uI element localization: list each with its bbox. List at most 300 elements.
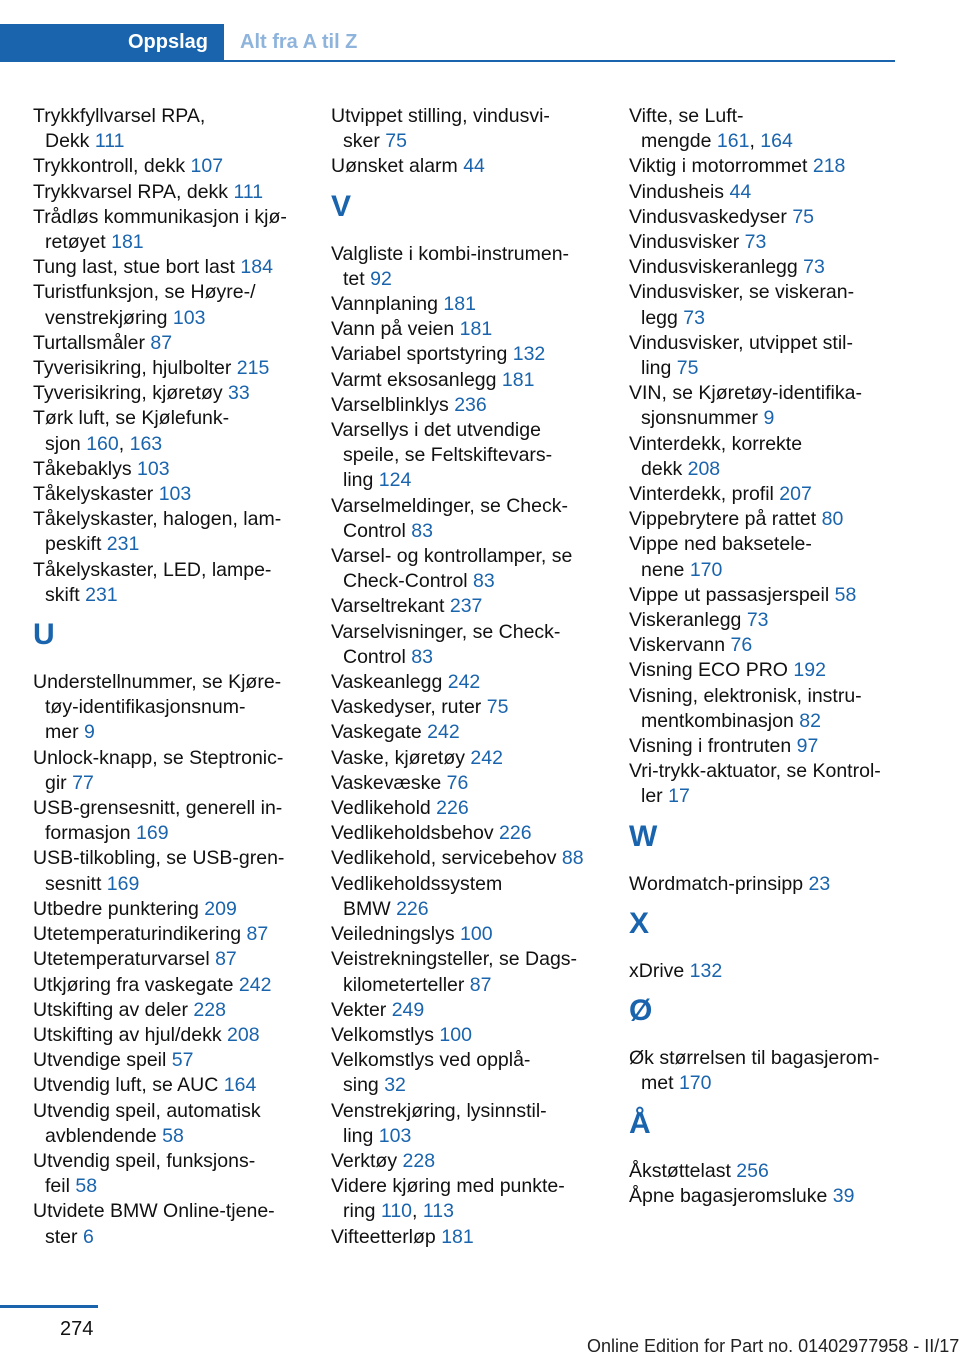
tab-alt-fra-a-til-z[interactable] [224, 24, 895, 62]
page-reference-link[interactable]: 75 [676, 357, 699, 380]
index-entry [629, 331, 899, 381]
page-reference-link[interactable]: 132 [512, 343, 546, 366]
index-entry [629, 280, 899, 330]
index-entry [629, 154, 899, 179]
index-entry-text: Utvendig speil, funksjons‐ [33, 1149, 256, 1172]
page-reference-link[interactable]: 209 [204, 897, 237, 920]
page-reference-link[interactable]: 73 [746, 609, 769, 632]
index-entry [331, 368, 601, 393]
index-column-3 [629, 104, 899, 1209]
index-entry-text: Utetemperaturindikering [33, 923, 247, 946]
page-reference-link[interactable]: 33 [228, 382, 250, 405]
index-entry-text: sesnitt [45, 872, 107, 895]
index-letter-heading: Ø [629, 994, 653, 1028]
index-entry [629, 872, 899, 897]
index-entry-text: Vifte, se Luft‐ [629, 105, 744, 127]
page-reference-link[interactable]: 88 [561, 847, 584, 870]
index-entry-text: Vaske, kjøretøy [331, 746, 471, 769]
page-reference-link[interactable]: 92 [370, 267, 392, 290]
page-reference-link[interactable]: 231 [106, 533, 140, 556]
page-reference-link[interactable]: 237 [449, 595, 483, 618]
index-column-1 [33, 104, 303, 1250]
page-reference-link[interactable]: 218 [812, 155, 846, 178]
index-entry [629, 583, 899, 608]
index-entry-text: Utskifting av hjul/dekk [33, 1023, 228, 1046]
index-entry [331, 821, 601, 846]
page-reference-link[interactable]: 6 [82, 1225, 94, 1248]
index-entry-text: mentkombinasjon [641, 709, 800, 732]
index-entry [331, 998, 601, 1023]
page-reference-link[interactable]: 32 [384, 1074, 406, 1097]
index-entry-text: Utvendige speil [33, 1049, 172, 1072]
page-reference-link[interactable]: 161 [716, 130, 750, 153]
page-reference-link[interactable]: 236 [454, 393, 487, 416]
page-reference-link[interactable]: 181 [501, 368, 535, 391]
index-entry-text: BMW [343, 897, 397, 920]
page-reference-link[interactable]: 228 [402, 1149, 436, 1172]
index-entry-text: Tung last, stue bort last [33, 256, 241, 279]
page-reference-link[interactable]: 87 [469, 973, 492, 996]
page-header [0, 0, 960, 62]
index-entry-text: Vindusvisker [629, 231, 745, 254]
index-entry-text: Vedlikeholdsbehov [331, 822, 500, 845]
index-entry-text: peskift [45, 533, 107, 556]
page-reference-link[interactable]: 132 [689, 959, 723, 982]
page-reference-link[interactable]: 100 [460, 923, 493, 946]
index-entry [331, 746, 601, 771]
index-entry [331, 544, 601, 594]
index-entry-text: Unlock-knapp, se Steptronic- [33, 746, 284, 769]
index-entry-text: Varselmeldinger, se Check- [331, 494, 568, 517]
page-reference-link[interactable]: 231 [85, 583, 118, 606]
index-entry-text: Visning, elektronisk, instru‐ [629, 684, 862, 707]
page-reference-link[interactable]: 103 [172, 306, 206, 329]
index-entry-text: sker [343, 130, 386, 153]
index-entry-text: Varselvisninger, se Check- [331, 620, 561, 643]
index-entry [629, 255, 899, 280]
index-entry-text: Velkomstlys ved opplå‐ [331, 1049, 531, 1072]
index-entry [331, 1048, 601, 1098]
index-entry-text: tøy-identifikasjonsnum‐ [45, 696, 246, 719]
index-entry [629, 608, 899, 633]
index-entry-text: gir [45, 771, 73, 794]
index-entry-text: sing [343, 1074, 385, 1097]
index-entry [33, 998, 303, 1023]
tab-oppslag[interactable] [0, 24, 224, 62]
index-entry-text: Utkjøring fra vaskegate [33, 973, 239, 996]
index-entry [33, 973, 303, 998]
page-reference-link[interactable]: 58 [162, 1124, 184, 1147]
page-reference-link[interactable]: 242 [238, 973, 272, 996]
page-reference-link[interactable]: 58 [75, 1175, 98, 1198]
page-reference-link[interactable]: 73 [683, 306, 705, 329]
page-reference-link[interactable]: 58 [834, 583, 857, 606]
index-entry-text: speile, se Feltskiftevars‐ [343, 444, 553, 467]
page-reference-link[interactable]: 242 [447, 671, 481, 694]
index-entry-text: , [749, 130, 761, 153]
index-letter-heading: W [629, 819, 658, 853]
footer-rule [0, 1305, 98, 1308]
index-entry [629, 381, 899, 431]
index-entry [33, 180, 303, 205]
page-reference-link[interactable]: 9 [763, 407, 775, 430]
index-entry-text: Vindusvaskedyser [629, 205, 793, 228]
index-entry [629, 104, 899, 154]
page-reference-link[interactable]: 181 [443, 293, 476, 316]
page-reference-link[interactable]: 111 [94, 130, 125, 153]
index-entry-text: Viskervann [629, 634, 731, 657]
index-entry-text: Trykkfyllvarsel RPA, [33, 105, 206, 127]
page-reference-link[interactable]: 208 [227, 1023, 260, 1046]
index-entry-text: Vippe ut passasjerspeil [629, 583, 835, 606]
index-entry-text: Vedlikehold [331, 797, 437, 820]
index-entry-text: Vri-trykk-aktuator, se Kontrol‐ [629, 760, 881, 783]
index-entry [33, 947, 303, 972]
index-entry [33, 670, 303, 746]
page-reference-link[interactable]: 73 [744, 231, 767, 254]
index-entry-text: Tåkelyskaster, halogen, lam‐ [33, 508, 282, 531]
index-entry-text: Check-Control [343, 570, 474, 593]
index-entry [629, 180, 899, 205]
index-entry-text: Veiledningslys [331, 923, 460, 946]
index-entry-text: Vaskedyser, ruter [331, 696, 487, 719]
index-entry-text: Vinterdekk, korrekte [629, 432, 803, 455]
index-letter-heading: Å [629, 1106, 651, 1140]
index-entry [33, 507, 303, 557]
index-entry-text: Veistrekningsteller, se Dags‐ [331, 948, 578, 971]
page-reference-link[interactable]: 207 [779, 483, 812, 506]
index-entry-text: Vannplaning [331, 293, 444, 316]
index-entry-text: nene [641, 558, 690, 581]
index-entry [33, 356, 303, 381]
index-entry [33, 406, 303, 456]
index-entry [33, 1073, 303, 1098]
index-entry-text: xDrive [629, 959, 690, 982]
index-entry [629, 658, 899, 683]
index-entry-text: Trykkvarsel RPA, dekk [33, 180, 234, 203]
page-reference-link[interactable]: 110 [380, 1200, 413, 1223]
index-entry-text: Vaskevæske [331, 771, 447, 794]
page-reference-link[interactable]: 75 [486, 696, 509, 719]
index-entry [33, 1149, 303, 1199]
index-entry-text: Vindusvisker, utvippet stil‐ [629, 331, 853, 354]
index-entry [331, 494, 601, 544]
index-entry-text: Utvippet stilling, vindusvi‐ [331, 105, 550, 127]
index-entry-text: Utvendig speil, automatisk [33, 1099, 261, 1122]
index-entry [33, 205, 303, 255]
index-entry-text: Varsel- og kontrollamper, se [331, 545, 573, 568]
page-reference-link[interactable]: 97 [796, 735, 819, 758]
index-entry-text: dekk [641, 457, 688, 480]
index-entry-text: Vinterdekk, profil [629, 483, 780, 506]
page-reference-link[interactable]: 9 [84, 721, 95, 744]
index-entry [33, 846, 303, 896]
page-reference-link[interactable]: 75 [385, 130, 407, 153]
index-entry [331, 342, 601, 367]
index-entry [33, 381, 303, 406]
page-reference-link[interactable]: 256 [736, 1159, 769, 1182]
index-entry-text: Vippebrytere på rattet [629, 508, 822, 531]
page-reference-link[interactable]: 242 [427, 721, 460, 744]
index-entry [331, 594, 601, 619]
index-entry-text: ster [45, 1225, 83, 1248]
page-reference-link[interactable]: 103 [158, 483, 192, 506]
page-reference-link[interactable]: 111 [233, 180, 264, 203]
index-entry-text: Uønsket alarm [331, 155, 464, 178]
page-reference-link[interactable]: 181 [111, 231, 144, 254]
index-entry [33, 1099, 303, 1149]
page-reference-link[interactable]: 169 [106, 872, 140, 895]
index-entry [331, 620, 601, 670]
page-reference-link[interactable]: 76 [730, 634, 753, 657]
edition-footer: Online Edition for Part no. 01402977958 - II/17 [587, 1336, 960, 1356]
page-reference-link[interactable]: 124 [378, 469, 412, 492]
index-entry [33, 1023, 303, 1048]
page-reference-link[interactable]: 103 [137, 457, 170, 480]
index-entry-text: Viktig i motorrommet [629, 155, 813, 178]
index-entry [33, 897, 303, 922]
index-entry-text: Velkomstlys [331, 1023, 440, 1046]
index-entry-text: Trådløs kommunikasjon i kjø‐ [33, 205, 287, 228]
page-reference-link[interactable]: 83 [473, 570, 495, 593]
index-entry-text: ling [641, 357, 677, 380]
index-entry-text: ler [641, 785, 669, 808]
page-number: 274 [60, 1318, 94, 1340]
index-entry-text: venstrekjøring [45, 306, 173, 329]
index-entry-text: Vaskeanlegg [331, 671, 448, 694]
index-entry [629, 205, 899, 230]
index-letter-heading: U [33, 618, 55, 652]
index-entry-text: Visning i frontruten [629, 735, 797, 758]
page-reference-link[interactable]: 73 [803, 256, 825, 279]
page-reference-link[interactable]: 169 [136, 822, 169, 845]
index-entry [331, 104, 601, 154]
index-entry-text: met [641, 1072, 679, 1095]
page-reference-link[interactable]: 226 [499, 822, 532, 845]
index-entry [331, 292, 601, 317]
index-entry [331, 846, 601, 871]
index-entry [629, 532, 899, 582]
page-reference-link[interactable]: 181 [441, 1225, 474, 1248]
index-entry-text: Viskeranlegg [629, 609, 747, 632]
page-reference-link[interactable]: 80 [821, 508, 844, 531]
index-entry [629, 959, 899, 984]
page-reference-link[interactable]: 164 [223, 1074, 257, 1097]
index-entry [629, 482, 899, 507]
index-entry-text: Trykkontroll, dekk [33, 155, 191, 178]
page-reference-link[interactable]: 87 [150, 331, 173, 354]
index-entry [33, 280, 303, 330]
index-entry-text: ling [343, 1124, 379, 1147]
index-entry [33, 1048, 303, 1073]
index-entry [33, 331, 303, 356]
page-reference-link[interactable]: 87 [246, 923, 269, 946]
index-entry-text: Control [343, 645, 412, 668]
index-entry [331, 796, 601, 821]
index-entry-text: Variabel sportstyring [331, 343, 513, 366]
index-entry-text: Videre kjøring med punkte‐ [331, 1175, 565, 1198]
page-reference-link[interactable]: 163 [129, 432, 163, 455]
index-entry [33, 1199, 303, 1249]
index-entry [331, 418, 601, 494]
index-entry-text: Dekk [45, 130, 95, 153]
page-reference-link[interactable]: 113 [422, 1200, 454, 1223]
index-entry [331, 154, 601, 179]
index-entry-text: Tyverisikring, hjulbolter [33, 357, 237, 380]
index-entry [629, 1046, 899, 1096]
index-entry-text: Utskifting av deler [33, 998, 194, 1021]
page-reference-link[interactable]: 192 [793, 659, 826, 682]
index-column-2 [331, 104, 601, 1250]
page-reference-link[interactable]: 87 [215, 948, 237, 971]
index-entry-text: , [412, 1200, 423, 1223]
index-entry-text: kilometerteller [343, 973, 470, 996]
index-entry-text: Varselblinklys [331, 393, 455, 416]
page-reference-link[interactable]: 249 [391, 998, 425, 1021]
index-entry-text: skift [45, 583, 86, 606]
index-entry-text: Verktøy [331, 1149, 403, 1172]
index-entry [331, 670, 601, 695]
index-entry-text: Valgliste i kombi-instrumen‐ [331, 242, 570, 265]
index-entry-text: ring [343, 1200, 381, 1223]
index-entry [629, 1184, 899, 1209]
index-entry-text: Venstrekjøring, lysinnstil‐ [331, 1099, 547, 1122]
index-entry [629, 507, 899, 532]
index-entry-text: Vedlikehold, servicebehov [331, 847, 562, 870]
index-entry-text: Control [343, 519, 412, 542]
index-entry [629, 684, 899, 734]
index-entry [629, 734, 899, 759]
page-reference-link[interactable]: 170 [678, 1072, 712, 1095]
page-reference-link[interactable]: 103 [378, 1124, 412, 1147]
page-reference-link[interactable]: 77 [72, 771, 94, 794]
index-entry-text: Utvendig luft, se AUC [33, 1074, 224, 1097]
page-reference-link[interactable]: 228 [193, 998, 226, 1021]
index-entry [331, 1099, 601, 1149]
page-reference-link[interactable]: 215 [236, 357, 270, 380]
index-entry [33, 457, 303, 482]
index-entry-text: Vindusheis [629, 180, 730, 203]
index-entry-text: Utbedre punktering [33, 897, 205, 920]
page-reference-link[interactable]: 164 [760, 130, 793, 153]
index-entry-text: Utvidete BMW Online-tjene‐ [33, 1200, 275, 1223]
index-entry [331, 393, 601, 418]
index-entry [33, 796, 303, 846]
index-letter-heading: V [331, 189, 352, 223]
index-entry-text: Vekter [331, 998, 392, 1021]
page-reference-link[interactable]: 100 [439, 1023, 472, 1046]
index-entry [33, 922, 303, 947]
index-entry-text: Varmt eksosanlegg [331, 368, 502, 391]
index-entry-text: Utetemperaturvarsel [33, 948, 216, 971]
index-entry [629, 432, 899, 482]
index-entry [331, 720, 601, 745]
index-entry-text: Vindusvisker, se viskeran‐ [629, 281, 855, 304]
index-entry-text: Understellnummer, se Kjøre‐ [33, 671, 282, 694]
index-entry-text: Åkstøttelast [629, 1159, 737, 1182]
index-entry-text: ling [343, 469, 379, 492]
index-entry [331, 922, 601, 947]
page-reference-link[interactable]: 208 [687, 457, 721, 480]
page-reference-link[interactable]: 39 [832, 1184, 855, 1207]
index-entry-text: avblendende [45, 1124, 163, 1147]
page-reference-link[interactable]: 226 [396, 897, 429, 920]
index-entry-text: Vifteetterløp [331, 1225, 442, 1248]
page-reference-link[interactable]: 75 [792, 205, 815, 228]
index-letter-heading: X [629, 906, 650, 940]
index-entry [33, 482, 303, 507]
index-entry [629, 759, 899, 809]
tab-alt-fra-a-til-z-label: Alt fra A til Z [240, 31, 358, 53]
page-reference-link[interactable]: 83 [411, 645, 433, 668]
index-entry [331, 1023, 601, 1048]
page-reference-link[interactable]: 170 [689, 558, 723, 581]
index-entry [629, 1159, 899, 1184]
index-entry-text: Visning ECO PRO [629, 659, 794, 682]
index-entry [331, 771, 601, 796]
page-reference-link[interactable]: 160 [86, 432, 119, 455]
index-entry [331, 242, 601, 292]
page-reference-link[interactable]: 82 [799, 709, 821, 732]
index-entry-text: legg [641, 306, 684, 329]
index-entry-text: Vaskegate [331, 721, 428, 744]
page-reference-link[interactable]: 226 [436, 797, 469, 820]
index-entry-text: feil [45, 1175, 76, 1198]
page-reference-link[interactable]: 44 [463, 155, 485, 178]
index-entry-text: Vippe ned baksetele‐ [629, 533, 812, 556]
page-reference-link[interactable]: 107 [190, 155, 224, 178]
index-entry [331, 872, 601, 922]
index-entry-text: Turistfunksjon, se Høyre-/ [33, 281, 256, 304]
index-entry [33, 255, 303, 280]
page-reference-link[interactable]: 242 [470, 746, 503, 769]
index-entry-text: sjon [45, 432, 87, 455]
page-reference-link[interactable]: 57 [171, 1049, 194, 1072]
index-entry [331, 695, 601, 720]
page-reference-link[interactable]: 17 [668, 785, 690, 808]
index-entry-text: Tåkelyskaster [33, 483, 159, 506]
index-entry-text: Wordmatch-prinsipp [629, 872, 809, 895]
page-reference-link[interactable]: 184 [240, 256, 273, 279]
index-entry-text: , [118, 432, 130, 455]
index-entry-text: VIN, se Kjøretøy-identifika‐ [629, 382, 862, 405]
index-entry [331, 1174, 601, 1224]
index-entry [331, 947, 601, 997]
index-entry [33, 558, 303, 608]
index-entry-text: mengde [641, 130, 717, 153]
index-entry-text: Vann på veien [331, 318, 460, 341]
index-entry-text: mer [45, 721, 84, 744]
tab-oppslag-label: Oppslag [127, 31, 208, 53]
index-entry [629, 633, 899, 658]
index-entry-text: Åpne bagasjeromsluke [629, 1184, 833, 1207]
page-reference-link[interactable]: 83 [411, 519, 433, 542]
index-entry-text: sjonsnummer [641, 407, 764, 430]
page-reference-link[interactable]: 181 [459, 318, 493, 341]
index-entry [629, 230, 899, 255]
index-entry-text: retøyet [45, 231, 112, 254]
index-entry [331, 317, 601, 342]
index-entry-text: tet [343, 267, 371, 290]
index-entry [33, 746, 303, 796]
index-entry-text: Vindusviskeranlegg [629, 256, 804, 279]
page-reference-link[interactable]: 76 [446, 771, 469, 794]
index-entry [33, 154, 303, 179]
page-reference-link[interactable]: 44 [729, 180, 752, 203]
page-reference-link[interactable]: 23 [808, 872, 831, 895]
index-entry [331, 1149, 601, 1174]
index-entry [33, 104, 303, 154]
